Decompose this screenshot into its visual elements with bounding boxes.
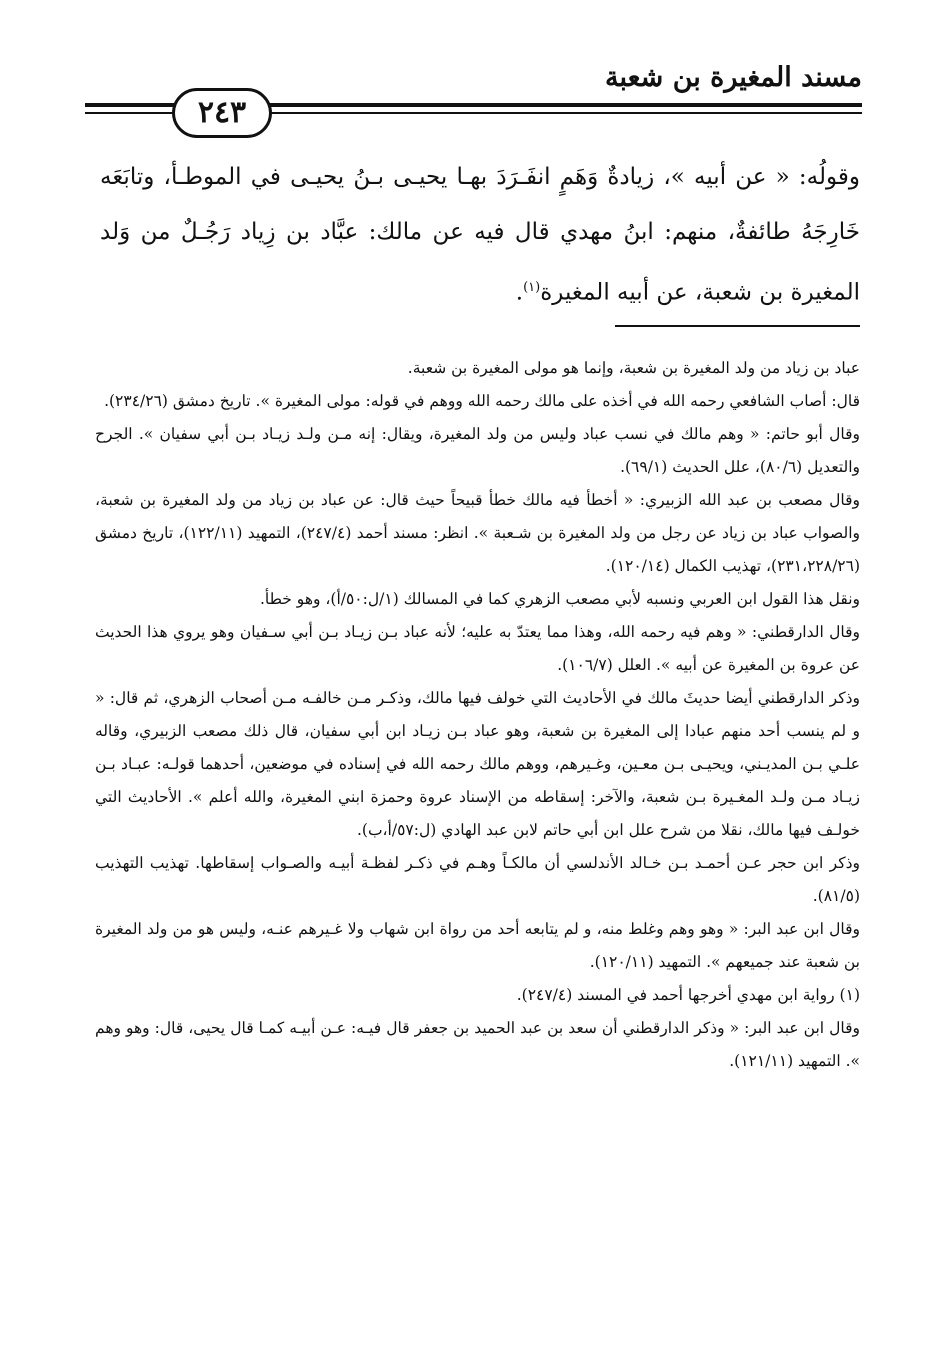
footnote-paragraph: وقال الدارقطني: « وهم فيه رحمه الله، وهذا مما يعتدّ به عليه؛ لأنه عباد بـن زيـاد بـن أبي سـفيان وهو يروي هذا الحديث عن عروة بن المغيرة عن أبيه ». العلل (١٠٦/٧). xyxy=(95,623,860,674)
footnote-ref: (١) xyxy=(523,280,541,295)
footnote-paragraph: وقال ابن عبد البر: « وذكر الدارقطني أن سعد بن عبد الحميد بن جعفر قال فيـه: عـن أبيـه كمـا قال يحيى، قال: وهو وهم ». التمهيد (١٢١/١١). xyxy=(95,1019,860,1070)
main-paragraph xyxy=(100,150,860,321)
footnote-paragraph: (١) رواية ابن مهدي أخرجها أحمد في المسند (٢٤٧/٤). xyxy=(516,986,860,1004)
running-title: مسند المغيرة بن شعبة xyxy=(605,62,862,93)
footnote-paragraph: عباد بن زياد من ولد المغيرة بن شعبة، وإنما هو مولى المغيرة بن شعبة. xyxy=(407,359,860,377)
main-paragraph-text: وقولُه: « عن أبيه »، زيادةٌ وَهَمٍ انفَـرَدَ بهـا يحيـى بـنُ يحيـى في الموطـأ، وتابَعَه خَارِجَهُ طائفةٌ، منهم: ابنُ مهدي قال فيه عن مالك: عبَّاد بن زِياد رَجُـلٌ من وَلد المغيرة بن شعبة، عن أبيه المغيرة xyxy=(100,164,860,306)
footnote-paragraph: وذكر ابن حجر عـن أحمـد بـن خـالد الأندلسي أن مالكـاً وهـم في ذكـر لفظـة أبيـه والصـواب إسقاطها. تهذيب التهذيب (٨١/٥). xyxy=(95,854,860,905)
footnotes xyxy=(95,352,860,1078)
footnote-separator xyxy=(615,325,860,327)
footnote-paragraph: وقال أبو حاتم: « وهم مالك في نسب عباد وليس من ولد المغيرة، ويقال: إنه مـن ولـد زيـاد بـن أبي سفيان ». الجرح والتعديل (٨٠/٦)، علل الحديث (٦٩/١). xyxy=(95,425,860,476)
main-text xyxy=(100,150,860,321)
footnote-paragraph: وقال مصعب بن عبد الله الزبيري: « أخطأ فيه مالك خطأ قبيحاً حيث قال: عن عباد بن زياد من ولد المغيرة بن شعبة، والصواب عباد بن زياد عن رجل من ولد المغيرة بن شـعبة ». انظر: مسند أحمد (٢٤٧/٤)، التمهيد (١٢٢/١١)، تاريخ دمشق (٢٣١،٢٢٨/٢٦)، تهذيب الكمال (١٢٠/١٤). xyxy=(95,491,860,575)
footnote-paragraph: قال: أصاب الشافعي رحمه الله في أخذه على مالك رحمه الله ووهم في قوله: مولى المغيرة ». تاريخ دمشق (٢٣٤/٢٦). xyxy=(104,392,860,410)
footnote-paragraph: وقال ابن عبد البر: « وهو وهم وغلط منه، و لم يتابعه أحد من رواة ابن شهاب ولا غـيرهم عنـه، وليس هو من ولد المغيرة بن شعبة عند جميعهم ». التمهيد (١٢٠/١١). xyxy=(95,920,860,971)
main-paragraph-end: . xyxy=(515,279,524,306)
page-number: ٢٤٣ xyxy=(172,88,272,138)
footnote-paragraph: وذكر الدارقطني أيضا حديثَ مالك في الأحاديث التي خولف فيها مالك، وذكـر مـن خالفـه مـن أصحاب الزهري، ثم قال: « و لم ينسب أحد منهم عبادا إلى المغيرة بن شعبة، وهو عباد بـن زيـاد ابن أبي سفيان، قال ذلك مصعب الزبيري، وقاله علـي بـن المديـني، ويحيـى بـن معـين، وغـيرهم، ووهم مالك رحمه الله في إسناده في موضعين، أحدهما قولـه: عبـاد بـن زيـاد مـن ولـد المغـيرة بـن شعبة، والآخر: إسقاطه من الإسناد عروة وحمزة ابني المغيرة، والله أعلم ». الأحاديث التي خولـف فيها مالك، نقلا من شرح علل ابن أبي حاتم لابن عبد الهادي (ل:٥٧/أ،ب). xyxy=(95,689,860,839)
footnote-paragraph: ونقل هذا القول ابن العربي ونسبه لأبي مصعب الزهري كما في المسالك (١/ل:٥٠/أ)، وهو خطأ. xyxy=(259,590,860,608)
